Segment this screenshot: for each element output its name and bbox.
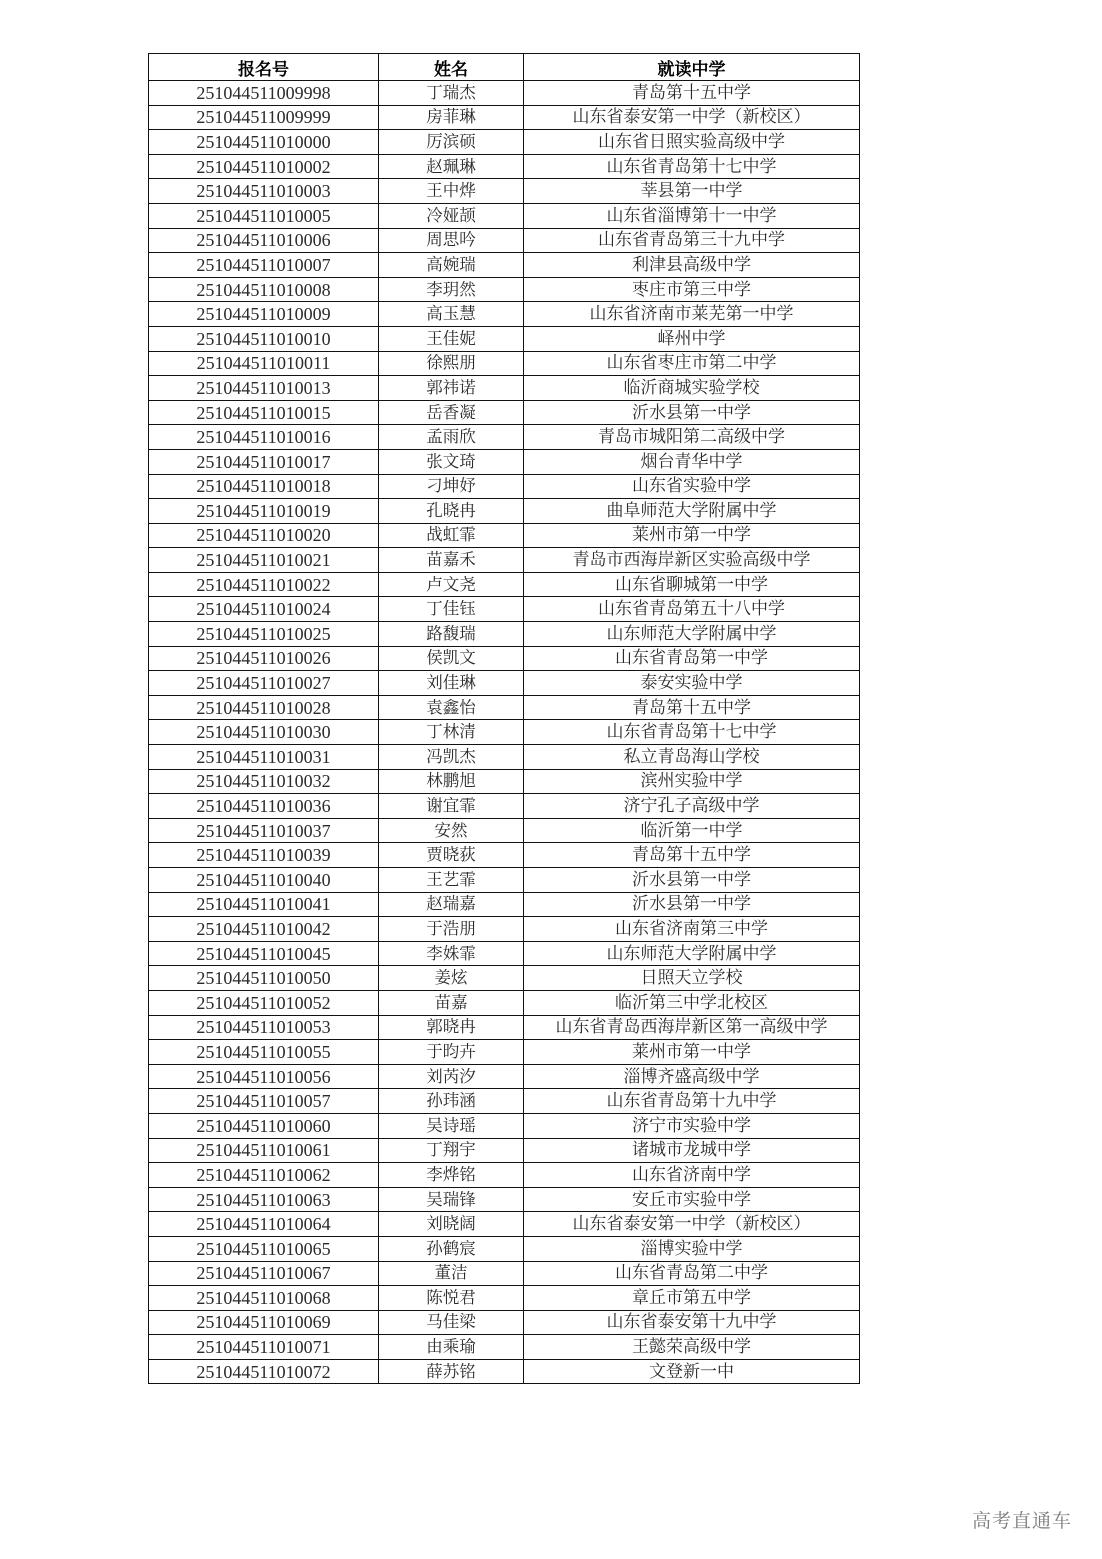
cell-school: 山东省泰安第十九中学 xyxy=(524,1310,860,1335)
cell-name: 赵珮琳 xyxy=(379,154,524,179)
cell-registration-number: 251044511010015 xyxy=(149,400,379,425)
cell-registration-number: 251044511010056 xyxy=(149,1064,379,1089)
table-row xyxy=(149,646,860,671)
cell-school: 山东省青岛第二中学 xyxy=(524,1261,860,1286)
cell-registration-number: 251044511010045 xyxy=(149,941,379,966)
table-row xyxy=(149,597,860,622)
table-row xyxy=(149,572,860,597)
table-row xyxy=(149,1163,860,1188)
cell-name: 冷娅颉 xyxy=(379,203,524,228)
cell-name: 林鹏旭 xyxy=(379,769,524,794)
cell-school: 山东省青岛西海岸新区第一高级中学 xyxy=(524,1015,860,1040)
cell-school: 山东省济南中学 xyxy=(524,1163,860,1188)
table-row xyxy=(149,400,860,425)
cell-name: 李姝霏 xyxy=(379,941,524,966)
cell-name: 刘佳琳 xyxy=(379,671,524,696)
cell-registration-number: 251044511010067 xyxy=(149,1261,379,1286)
cell-registration-number: 251044511010036 xyxy=(149,794,379,819)
cell-school: 山东省枣庄市第二中学 xyxy=(524,351,860,376)
table-row xyxy=(149,81,860,106)
cell-name: 战虹霏 xyxy=(379,523,524,548)
cell-name: 苗嘉 xyxy=(379,990,524,1015)
table-row xyxy=(149,548,860,573)
cell-name: 房菲琳 xyxy=(379,105,524,130)
cell-registration-number: 251044511010006 xyxy=(149,228,379,253)
cell-school: 山东省青岛第十七中学 xyxy=(524,720,860,745)
cell-name: 赵瑞嘉 xyxy=(379,892,524,917)
cell-name: 吴诗瑶 xyxy=(379,1113,524,1138)
cell-school: 泰安实验中学 xyxy=(524,671,860,696)
cell-name: 安然 xyxy=(379,818,524,843)
cell-school: 枣庄市第三中学 xyxy=(524,277,860,302)
cell-registration-number: 251044511010000 xyxy=(149,130,379,155)
cell-registration-number: 251044511010042 xyxy=(149,917,379,942)
cell-school: 莘县第一中学 xyxy=(524,179,860,204)
cell-name: 李烨铭 xyxy=(379,1163,524,1188)
cell-name: 李玥然 xyxy=(379,277,524,302)
cell-name: 厉滨硕 xyxy=(379,130,524,155)
cell-school: 莱州市第一中学 xyxy=(524,523,860,548)
cell-school: 曲阜师范大学附属中学 xyxy=(524,499,860,524)
cell-registration-number: 251044511010020 xyxy=(149,523,379,548)
cell-registration-number: 251044511010068 xyxy=(149,1286,379,1311)
table-row xyxy=(149,843,860,868)
table-row xyxy=(149,1310,860,1335)
table-body xyxy=(149,81,860,1384)
table-row xyxy=(149,1261,860,1286)
cell-name: 孟雨欣 xyxy=(379,425,524,450)
cell-name: 陈悦君 xyxy=(379,1286,524,1311)
table-row xyxy=(149,154,860,179)
cell-school: 山东省青岛第十九中学 xyxy=(524,1089,860,1114)
cell-registration-number: 251044511010016 xyxy=(149,425,379,450)
cell-registration-number: 251044511010071 xyxy=(149,1335,379,1360)
cell-school: 山东省泰安第一中学（新校区） xyxy=(524,1212,860,1237)
table-row xyxy=(149,941,860,966)
cell-name: 岳香凝 xyxy=(379,400,524,425)
header-registration-number: 报名号 xyxy=(149,54,379,81)
cell-registration-number: 251044511010063 xyxy=(149,1187,379,1212)
table-row xyxy=(149,1236,860,1261)
cell-registration-number: 251044511010018 xyxy=(149,474,379,499)
table-row xyxy=(149,695,860,720)
cell-registration-number: 251044511010008 xyxy=(149,277,379,302)
table-row xyxy=(149,769,860,794)
table-row xyxy=(149,720,860,745)
cell-name: 王中烨 xyxy=(379,179,524,204)
cell-registration-number: 251044511010037 xyxy=(149,818,379,843)
cell-school: 山东省济南市莱芜第一中学 xyxy=(524,302,860,327)
cell-school: 安丘市实验中学 xyxy=(524,1187,860,1212)
table-row xyxy=(149,277,860,302)
cell-name: 姜炫 xyxy=(379,966,524,991)
cell-registration-number: 251044511010032 xyxy=(149,769,379,794)
cell-name: 由乘瑜 xyxy=(379,1335,524,1360)
cell-school: 临沂第三中学北校区 xyxy=(524,990,860,1015)
table-row xyxy=(149,745,860,770)
cell-school: 山东省泰安第一中学（新校区） xyxy=(524,105,860,130)
applicant-table xyxy=(148,53,860,1384)
cell-school: 文登新一中 xyxy=(524,1359,860,1384)
table-row xyxy=(149,818,860,843)
table-row xyxy=(149,203,860,228)
table-row xyxy=(149,449,860,474)
cell-school: 私立青岛海山学校 xyxy=(524,745,860,770)
cell-name: 侯凯文 xyxy=(379,646,524,671)
cell-school: 临沂商城实验学校 xyxy=(524,376,860,401)
cell-registration-number: 251044511010010 xyxy=(149,326,379,351)
cell-registration-number: 251044511010060 xyxy=(149,1113,379,1138)
cell-school: 青岛市西海岸新区实验高级中学 xyxy=(524,548,860,573)
cell-school: 莱州市第一中学 xyxy=(524,1040,860,1065)
cell-school: 青岛市城阳第二高级中学 xyxy=(524,425,860,450)
cell-name: 路馥瑞 xyxy=(379,622,524,647)
table-row xyxy=(149,1212,860,1237)
cell-registration-number: 251044511010011 xyxy=(149,351,379,376)
table-row xyxy=(149,425,860,450)
table-row xyxy=(149,228,860,253)
cell-name: 吴瑞锋 xyxy=(379,1187,524,1212)
table-row xyxy=(149,794,860,819)
cell-school: 淄博实验中学 xyxy=(524,1236,860,1261)
table-row xyxy=(149,1040,860,1065)
cell-school: 王懿荣高级中学 xyxy=(524,1335,860,1360)
table-row xyxy=(149,1359,860,1384)
table-row xyxy=(149,1015,860,1040)
table-row xyxy=(149,990,860,1015)
cell-school: 山东省淄博第十一中学 xyxy=(524,203,860,228)
cell-registration-number: 251044511010022 xyxy=(149,572,379,597)
cell-name: 孙鹤宸 xyxy=(379,1236,524,1261)
cell-registration-number: 251044511010040 xyxy=(149,868,379,893)
table-row xyxy=(149,1138,860,1163)
cell-name: 于昀卉 xyxy=(379,1040,524,1065)
cell-registration-number: 251044511010009 xyxy=(149,302,379,327)
table-row xyxy=(149,917,860,942)
cell-name: 郭晓冉 xyxy=(379,1015,524,1040)
cell-registration-number: 251044511010019 xyxy=(149,499,379,524)
cell-registration-number: 251044511010027 xyxy=(149,671,379,696)
cell-registration-number: 251044511010052 xyxy=(149,990,379,1015)
table-row xyxy=(149,326,860,351)
cell-school: 章丘市第五中学 xyxy=(524,1286,860,1311)
cell-registration-number: 251044511010025 xyxy=(149,622,379,647)
table-row xyxy=(149,253,860,278)
cell-name: 刘芮汐 xyxy=(379,1064,524,1089)
cell-school: 山东省聊城第一中学 xyxy=(524,572,860,597)
cell-school: 山东省青岛第十七中学 xyxy=(524,154,860,179)
cell-school: 山东省实验中学 xyxy=(524,474,860,499)
cell-registration-number: 251044511010002 xyxy=(149,154,379,179)
cell-name: 高婉瑞 xyxy=(379,253,524,278)
table-row xyxy=(149,1113,860,1138)
cell-school: 济宁市实验中学 xyxy=(524,1113,860,1138)
table-row xyxy=(149,499,860,524)
table-row xyxy=(149,376,860,401)
cell-school: 利津县高级中学 xyxy=(524,253,860,278)
cell-name: 刁坤妤 xyxy=(379,474,524,499)
cell-name: 于浩朋 xyxy=(379,917,524,942)
cell-registration-number: 251044511010024 xyxy=(149,597,379,622)
cell-name: 王佳妮 xyxy=(379,326,524,351)
cell-school: 山东师范大学附属中学 xyxy=(524,622,860,647)
cell-name: 孔晓冉 xyxy=(379,499,524,524)
table-row xyxy=(149,523,860,548)
cell-school: 山东省济南第三中学 xyxy=(524,917,860,942)
cell-school: 山东省青岛第一中学 xyxy=(524,646,860,671)
cell-name: 卢文尧 xyxy=(379,572,524,597)
table-row xyxy=(149,1335,860,1360)
cell-name: 冯凯杰 xyxy=(379,745,524,770)
cell-registration-number: 251044511010030 xyxy=(149,720,379,745)
cell-name: 高玉慧 xyxy=(379,302,524,327)
table-row xyxy=(149,671,860,696)
cell-registration-number: 251044511010021 xyxy=(149,548,379,573)
table-row xyxy=(149,302,860,327)
cell-school: 日照天立学校 xyxy=(524,966,860,991)
cell-registration-number: 251044511010072 xyxy=(149,1359,379,1384)
watermark: 高考直通车 xyxy=(971,1510,1072,1532)
cell-name: 薛苏铭 xyxy=(379,1359,524,1384)
cell-school: 青岛第十五中学 xyxy=(524,81,860,106)
cell-school: 青岛第十五中学 xyxy=(524,843,860,868)
cell-school: 沂水县第一中学 xyxy=(524,868,860,893)
table-row xyxy=(149,1064,860,1089)
cell-registration-number: 251044511010039 xyxy=(149,843,379,868)
cell-registration-number: 251044511010017 xyxy=(149,449,379,474)
cell-name: 丁佳钰 xyxy=(379,597,524,622)
cell-school: 山东省青岛第三十九中学 xyxy=(524,228,860,253)
cell-registration-number: 251044511010013 xyxy=(149,376,379,401)
cell-school: 沂水县第一中学 xyxy=(524,892,860,917)
header-school: 就读中学 xyxy=(524,54,860,81)
cell-registration-number: 251044511010053 xyxy=(149,1015,379,1040)
cell-registration-number: 251044511010026 xyxy=(149,646,379,671)
cell-name: 刘晓阔 xyxy=(379,1212,524,1237)
table-row xyxy=(149,1187,860,1212)
cell-registration-number: 251044511010007 xyxy=(149,253,379,278)
cell-school: 淄博齐盛高级中学 xyxy=(524,1064,860,1089)
table-row xyxy=(149,892,860,917)
cell-name: 贾晓荻 xyxy=(379,843,524,868)
cell-name: 徐熙朋 xyxy=(379,351,524,376)
cell-name: 董洁 xyxy=(379,1261,524,1286)
cell-name: 周思吟 xyxy=(379,228,524,253)
cell-registration-number: 251044511010057 xyxy=(149,1089,379,1114)
table-row xyxy=(149,868,860,893)
cell-registration-number: 251044511010069 xyxy=(149,1310,379,1335)
cell-school: 山东省日照实验高级中学 xyxy=(524,130,860,155)
cell-name: 苗嘉禾 xyxy=(379,548,524,573)
cell-name: 孙玮涵 xyxy=(379,1089,524,1114)
cell-registration-number: 251044511010062 xyxy=(149,1163,379,1188)
cell-school: 山东省青岛第五十八中学 xyxy=(524,597,860,622)
cell-registration-number: 251044511010028 xyxy=(149,695,379,720)
cell-name: 谢宜霏 xyxy=(379,794,524,819)
table-row xyxy=(149,105,860,130)
cell-registration-number: 251044511010031 xyxy=(149,745,379,770)
table-row xyxy=(149,351,860,376)
cell-registration-number: 251044511009998 xyxy=(149,81,379,106)
cell-registration-number: 251044511010065 xyxy=(149,1236,379,1261)
cell-name: 丁林清 xyxy=(379,720,524,745)
table-header-row xyxy=(149,54,860,81)
cell-registration-number: 251044511010061 xyxy=(149,1138,379,1163)
cell-school: 沂水县第一中学 xyxy=(524,400,860,425)
table-row xyxy=(149,474,860,499)
cell-registration-number: 251044511010064 xyxy=(149,1212,379,1237)
cell-school: 临沂第一中学 xyxy=(524,818,860,843)
cell-school: 青岛第十五中学 xyxy=(524,695,860,720)
cell-name: 马佳梁 xyxy=(379,1310,524,1335)
cell-name: 袁鑫怡 xyxy=(379,695,524,720)
table-row xyxy=(149,179,860,204)
cell-registration-number: 251044511010041 xyxy=(149,892,379,917)
cell-registration-number: 251044511010003 xyxy=(149,179,379,204)
cell-school: 山东师范大学附属中学 xyxy=(524,941,860,966)
cell-school: 济宁孔子高级中学 xyxy=(524,794,860,819)
table-row xyxy=(149,966,860,991)
cell-registration-number: 251044511010055 xyxy=(149,1040,379,1065)
cell-name: 郭祎诺 xyxy=(379,376,524,401)
cell-name: 丁翔宇 xyxy=(379,1138,524,1163)
cell-name: 张文琦 xyxy=(379,449,524,474)
cell-school: 滨州实验中学 xyxy=(524,769,860,794)
table-row xyxy=(149,130,860,155)
cell-name: 丁瑞杰 xyxy=(379,81,524,106)
cell-name: 王艺霏 xyxy=(379,868,524,893)
table-row xyxy=(149,622,860,647)
cell-registration-number: 251044511010050 xyxy=(149,966,379,991)
cell-school: 峄州中学 xyxy=(524,326,860,351)
header-name: 姓名 xyxy=(379,54,524,81)
table-row xyxy=(149,1286,860,1311)
cell-school: 诸城市龙城中学 xyxy=(524,1138,860,1163)
cell-school: 烟台青华中学 xyxy=(524,449,860,474)
table-row xyxy=(149,1089,860,1114)
cell-registration-number: 251044511009999 xyxy=(149,105,379,130)
cell-registration-number: 251044511010005 xyxy=(149,203,379,228)
